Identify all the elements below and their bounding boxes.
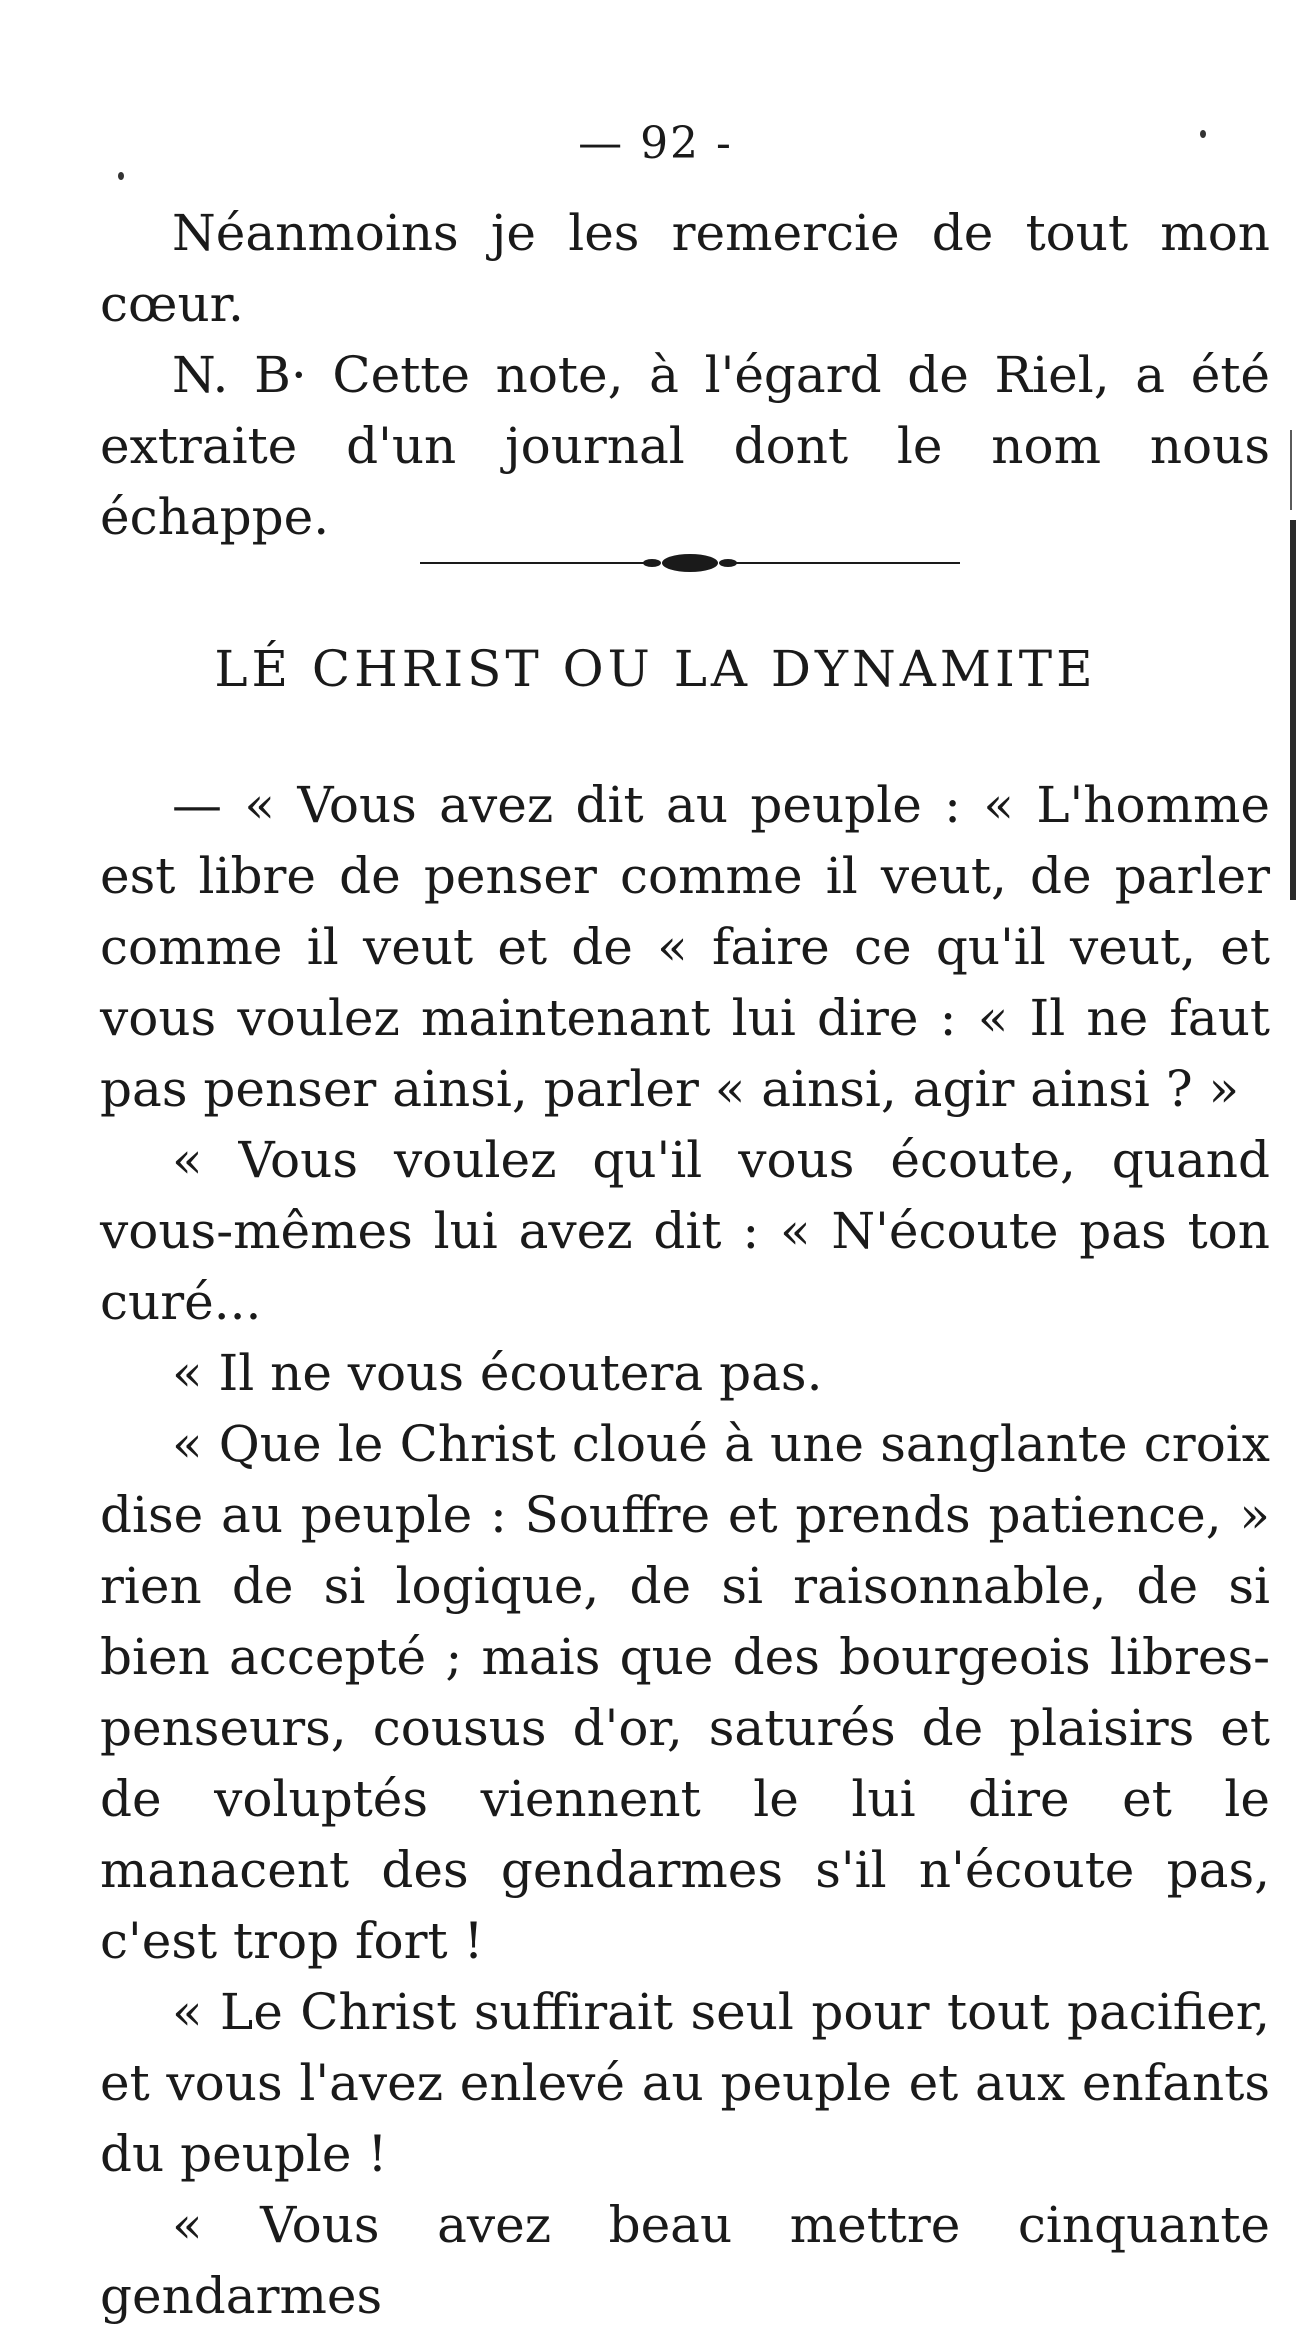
paragraph-thanks: Néanmoins je les remercie de tout mon cœur. [100, 204, 1270, 333]
paragraph-5: « Le Christ suffirait seul pour tout pacifier, et vous l'avez enlevé au peuple et aux enfants du peuple ! [100, 1983, 1270, 2183]
paragraph-4: « Que le Christ cloué à une sanglante croix dise au peuple : Souffre et prends patience, » rien de si logique, de si raisonnable, de si bien accepté ; mais que des bourgeois libres-penseurs, cousus d'or, saturés de plaisirs et de voluptés viennent le lui dire et le manacent des gendarmes s'il n'écoute pas, c'est trop fort ! [100, 1415, 1270, 1970]
paragraph-1: — « Vous avez dit au peuple : « L'homme est libre de penser comme il veut, de parler comme il veut et de « faire ce qu'il veut, et vous voulez maintenant lui dire : « Il ne faut pas penser ainsi, parler « ainsi, agir ainsi ? » [100, 776, 1270, 1118]
top-text-block [100, 198, 1270, 553]
scan-speck [118, 172, 124, 180]
paragraph-2: « Vous voulez qu'il vous écoute, quand vous-mêmes lui avez dit : « N'écoute pas ton curé... [100, 1131, 1270, 1331]
paragraph-note: N. B· Cette note, à l'égard de Riel, a été extraite d'un journal dont le nom nous échappe. [100, 346, 1270, 546]
scan-edge-line [1290, 520, 1296, 900]
scan-edge-mark [1290, 430, 1292, 510]
paragraph-3: « Il ne vous écoutera pas. [172, 1344, 823, 1402]
paragraph-6: « Vous avez beau mettre cinquante gendarmes [100, 2196, 1270, 2325]
page-number: — 92 - [578, 118, 733, 169]
main-text-block [100, 770, 1270, 2332]
section-title: LÉ CHRIST OU LA DYNAMITE [214, 640, 1097, 698]
scan-speck [1200, 130, 1206, 138]
ornamental-divider [420, 548, 960, 578]
